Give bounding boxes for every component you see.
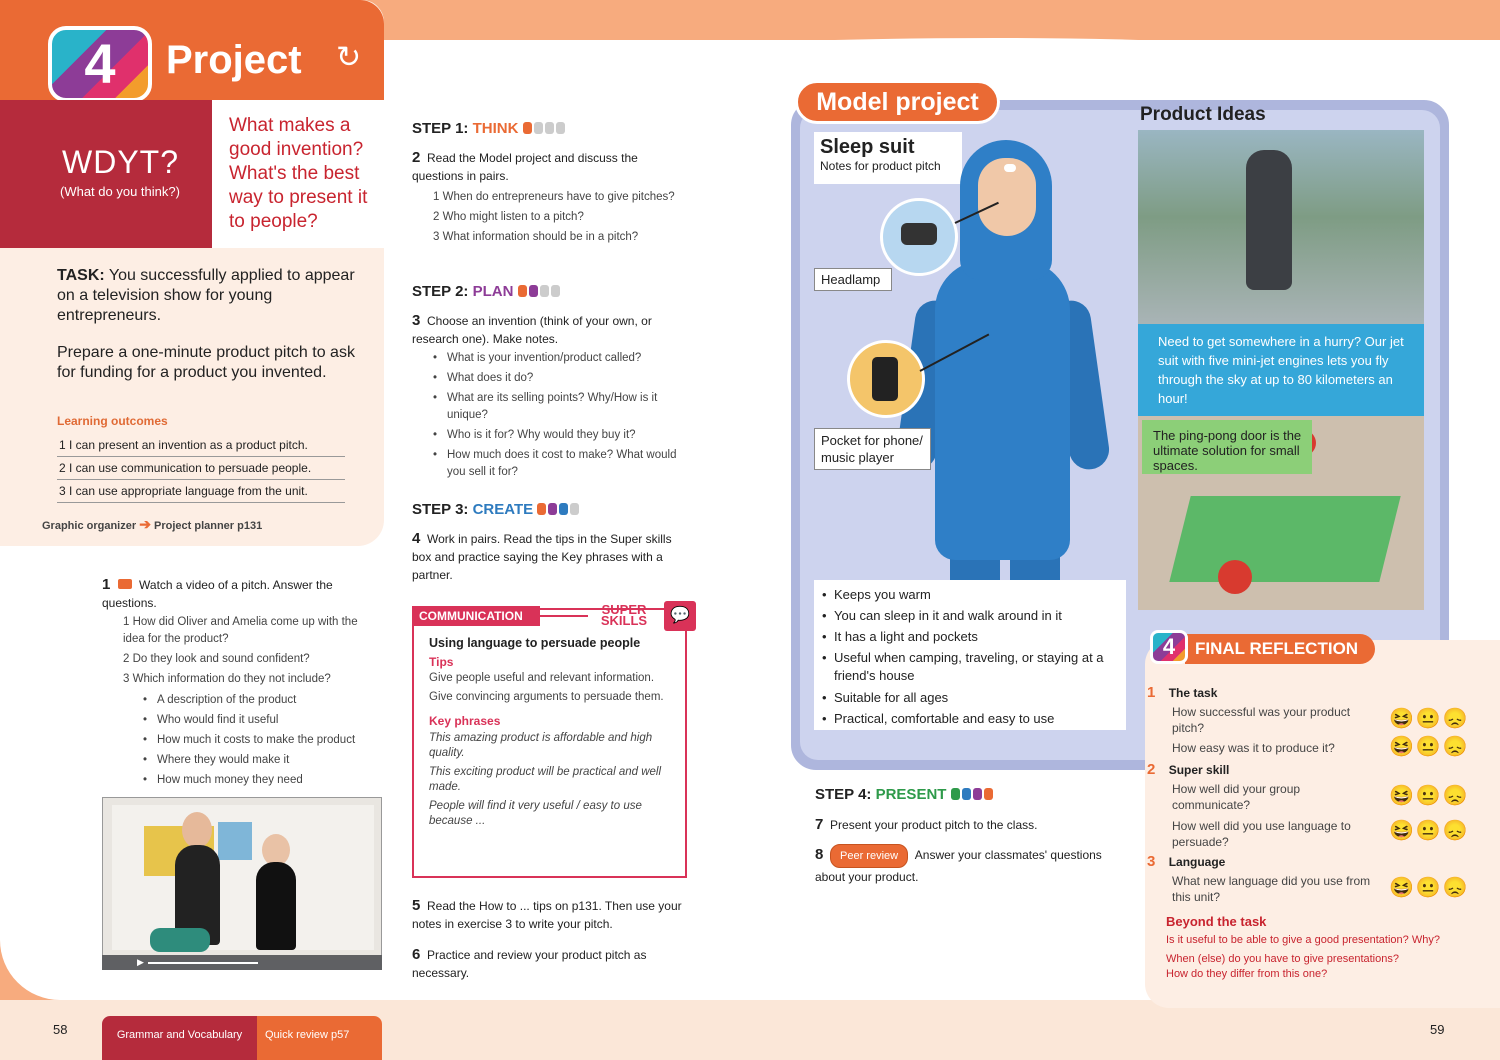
page-number-left: 58 <box>53 1022 68 1037</box>
question-item: 1 When do entrepreneurs have to give pitches? <box>433 191 675 203</box>
bullet-item: • How much it costs to make the product <box>143 730 382 750</box>
arrow-right-icon: ➔ <box>139 516 151 532</box>
tip-item: Give convincing arguments to persuade them. <box>429 691 664 703</box>
bullet-item: • What are its selling points? Why/How is it unique? <box>433 390 682 424</box>
tip-item: Give people useful and relevant information. <box>429 672 655 684</box>
classroom-poster <box>218 822 252 860</box>
question-item: 3 What information should be in a pitch? <box>433 231 639 243</box>
question-item: 1 How did Oliver and Amelia come up with the idea for the product? <box>123 616 358 645</box>
step-label: STEP 4: <box>815 786 872 803</box>
tips-heading: Tips <box>429 655 454 669</box>
beyond-question: How do they differ from this one? <box>1166 968 1328 980</box>
beyond-question: Is it useful to be able to give a good presentation? Why? <box>1166 934 1440 946</box>
exercise-number: 7 <box>815 816 824 833</box>
task-description <box>57 266 357 326</box>
video-controls[interactable] <box>102 955 382 970</box>
exercise-6 <box>412 946 687 982</box>
key-phrase: People will find it very useful / easy to use because ... <box>429 800 642 827</box>
pocket-label: Pocket for phone/ music player <box>814 428 931 470</box>
reflection-question: How well did you use language to persuade? <box>1172 819 1351 849</box>
feature-item: • Useful when camping, traveling, or staying at a friend's house <box>814 647 1126 687</box>
exercise-number: 8 <box>815 846 824 863</box>
exercise-number: 2 <box>412 149 421 166</box>
step-1 <box>412 120 682 246</box>
reflection-question: How successful was your product pitch? <box>1172 705 1351 735</box>
task-prepare: Prepare a one-minute product pitch to ask for funding for a product you invented. <box>57 344 355 381</box>
reflection-section-3 <box>1147 853 1477 909</box>
quick-review-tab[interactable]: Quick review p57 <box>257 1016 382 1060</box>
task-label: TASK: <box>57 267 105 284</box>
section-heading: Super skill <box>1168 763 1230 777</box>
reflection-question: How well did your group communicate? <box>1172 782 1301 812</box>
beyond-the-task-questions <box>1166 933 1476 982</box>
beyond-the-task-title: Beyond the task <box>1166 914 1267 929</box>
exercise-text: Answer your classmates' questions about your product. <box>815 848 1102 884</box>
feature-item: • Keeps you warm <box>814 584 1126 605</box>
bullet-item: • What does it do? <box>433 370 682 387</box>
rating-faces-icon[interactable]: 😆😐😞 <box>1389 736 1470 758</box>
communication-tag: COMMUNICATION <box>412 606 540 626</box>
exercise-1 <box>102 576 382 790</box>
step-progress-icon <box>518 283 562 300</box>
bullet-item: • What is your invention/product called? <box>433 350 682 367</box>
step-progress-icon <box>523 120 567 137</box>
jet-suit-caption: Need to get somewhere in a hurry? Our jet suit with five mini-jet engines lets you fly through the sky at up to 80 kilometers an hour! <box>1158 334 1404 406</box>
rating-faces-icon[interactable]: 😆😐😞 <box>1389 785 1470 807</box>
final-reflection-title: FINAL REFLECTION <box>1185 634 1375 664</box>
wdyt-subtitle: (What do you think?) <box>60 184 180 199</box>
peer-review-badge: Peer review <box>830 844 908 868</box>
step-label: STEP 1: <box>412 120 469 137</box>
product-prop <box>150 928 210 952</box>
page-number-right: 59 <box>1430 1022 1445 1037</box>
wdyt-question: What makes a good invention? What's the best way to present it to people? <box>229 115 368 232</box>
rating-faces-icon[interactable]: 😆😐😞 <box>1389 877 1470 899</box>
step-3 <box>412 501 682 584</box>
reflection-section-1 <box>1147 684 1477 762</box>
wdyt-title: WDYT? <box>62 144 179 180</box>
swirl-icon: ↻ <box>336 41 362 74</box>
step-name: PLAN <box>472 283 514 300</box>
feature-item: • You can sleep in it and walk around in it <box>814 605 1126 626</box>
reflection-question: What new language did you use from this unit? <box>1172 874 1371 904</box>
task-text: You successfully applied to appear on a television show for young entrepreneurs. <box>57 267 355 324</box>
exercise-text: Work in pairs. Read the tips in the Super skills box and practice saying the Key phrases with a partner. <box>412 532 672 582</box>
bullet-item: • How much money they need <box>143 770 382 790</box>
exercise-text: Choose an invention (think of your own, or research one). Make notes. <box>412 314 652 346</box>
exercise-5 <box>412 897 687 933</box>
headlamp-closeup <box>880 198 958 276</box>
video-icon <box>118 579 132 589</box>
sleep-suit-title: Sleep suit <box>820 136 915 158</box>
question-item: 2 Who might listen to a pitch? <box>433 211 584 223</box>
communication-content <box>429 634 677 829</box>
section-heading: Language <box>1168 855 1226 869</box>
exercise-number: 4 <box>412 530 421 547</box>
bullet-item: • Where they would make it <box>143 750 382 770</box>
model-project-tab: Model project <box>795 80 1000 124</box>
exercise-text: Present your product pitch to the class. <box>830 818 1038 832</box>
phone-closeup <box>847 340 925 418</box>
presenter-oliver <box>182 812 212 848</box>
rating-faces-icon[interactable]: 😆😐😞 <box>1389 708 1470 730</box>
chat-bubble-icon: 💬 <box>664 601 696 631</box>
bullet-item: • How much does it cost to make? What would you sell it for? <box>433 447 682 481</box>
key-phrases-heading: Key phrases <box>429 714 501 728</box>
project-planner-link[interactable]: Project planner p131 <box>154 520 263 532</box>
presenter-amelia-body <box>256 862 296 950</box>
step-2 <box>412 283 682 481</box>
exercise-text: Watch a video of a pitch. Answer the questions. <box>102 578 333 610</box>
step-name: PRESENT <box>875 786 947 803</box>
jet-suit-person <box>1246 150 1292 290</box>
graphic-organizer-label: Graphic organizer <box>42 520 137 532</box>
question-item: 3 Which information do they not include? <box>123 673 331 685</box>
outcome-item: 2 I can use communication to persuade people. <box>57 457 345 480</box>
sleep-suit-illustration <box>935 260 1070 560</box>
ping-pong-table <box>1169 496 1400 582</box>
unit-badge: 4 <box>48 26 152 102</box>
sleep-suit-title-box <box>814 132 962 184</box>
section-number: 2 <box>1147 761 1156 778</box>
step-label: STEP 2: <box>412 283 469 300</box>
features-list <box>814 580 1126 730</box>
learning-outcomes-list <box>57 434 345 503</box>
learning-outcomes-title: Learning outcomes <box>57 414 168 428</box>
section-number: 3 <box>1147 853 1156 870</box>
graphic-organizer <box>42 516 262 533</box>
exercise-number: 1 <box>102 576 111 593</box>
step-progress-icon <box>951 786 995 803</box>
step-name: THINK <box>472 120 519 137</box>
communication-title: Using language to persuade people <box>429 636 641 650</box>
key-phrase: This amazing product is affordable and high quality. <box>429 732 653 759</box>
play-icon[interactable]: ▶ <box>137 957 144 967</box>
section-heading: The task <box>1168 686 1218 700</box>
headlamp-label: Headlamp <box>814 268 892 291</box>
bullet-item: • A description of the product <box>143 690 382 710</box>
reflection-question: How easy was it to produce it? <box>1172 741 1335 755</box>
ping-pong-caption: The ping-pong door is the ultimate solution for small spaces. <box>1153 428 1302 473</box>
feature-item: • It has a light and pockets <box>814 626 1126 647</box>
exercise-text: Read the How to ... tips on p131. Then use your notes in exercise 3 to write your pitch. <box>412 899 682 931</box>
progress-bar[interactable] <box>148 962 258 964</box>
exercise-number: 3 <box>412 312 421 329</box>
outcome-item: 1 I can present an invention as a product pitch. <box>57 434 345 457</box>
step-4 <box>815 786 1115 886</box>
bullet-item: • Who is it for? Why would they buy it? <box>433 427 682 444</box>
headlamp-icon <box>1004 164 1016 172</box>
divider <box>540 615 588 617</box>
beyond-question: When (else) do you have to give presentations? <box>1166 953 1399 965</box>
feature-item: • Suitable for all ages <box>814 687 1126 708</box>
key-phrase: This exciting product will be practical and well made. <box>429 766 662 793</box>
outcome-item: 3 I can use appropriate language from the unit. <box>57 480 345 503</box>
step-name: CREATE <box>472 501 534 518</box>
rating-faces-icon[interactable]: 😆😐😞 <box>1389 820 1470 842</box>
exercise-number: 6 <box>412 946 421 963</box>
ping-pong-paddle <box>1218 560 1252 594</box>
product-ideas-title: Product Ideas <box>1140 104 1266 125</box>
final-reflection-badge: 4 <box>1150 630 1188 664</box>
step-label: STEP 3: <box>412 501 469 518</box>
bullet-item: • Who would find it useful <box>143 710 382 730</box>
sleep-suit-subtitle: Notes for product pitch <box>820 159 941 173</box>
question-item: 2 Do they look and sound confident? <box>123 653 310 665</box>
exercise-number: 5 <box>412 897 421 914</box>
page-title: Project <box>166 38 302 82</box>
exercise-text: Read the Model project and discuss the questions in pairs. <box>412 151 638 183</box>
reflection-section-2 <box>1147 761 1477 854</box>
grammar-vocabulary-tab[interactable]: Grammar and Vocabulary <box>102 1016 257 1060</box>
exercise-text: Practice and review your product pitch as necessary. <box>412 948 647 980</box>
super-skills-label: SUPER SKILLS <box>600 602 648 628</box>
step-progress-icon <box>537 501 581 518</box>
feature-item: • Practical, comfortable and easy to use <box>814 708 1126 729</box>
section-number: 1 <box>1147 684 1156 701</box>
